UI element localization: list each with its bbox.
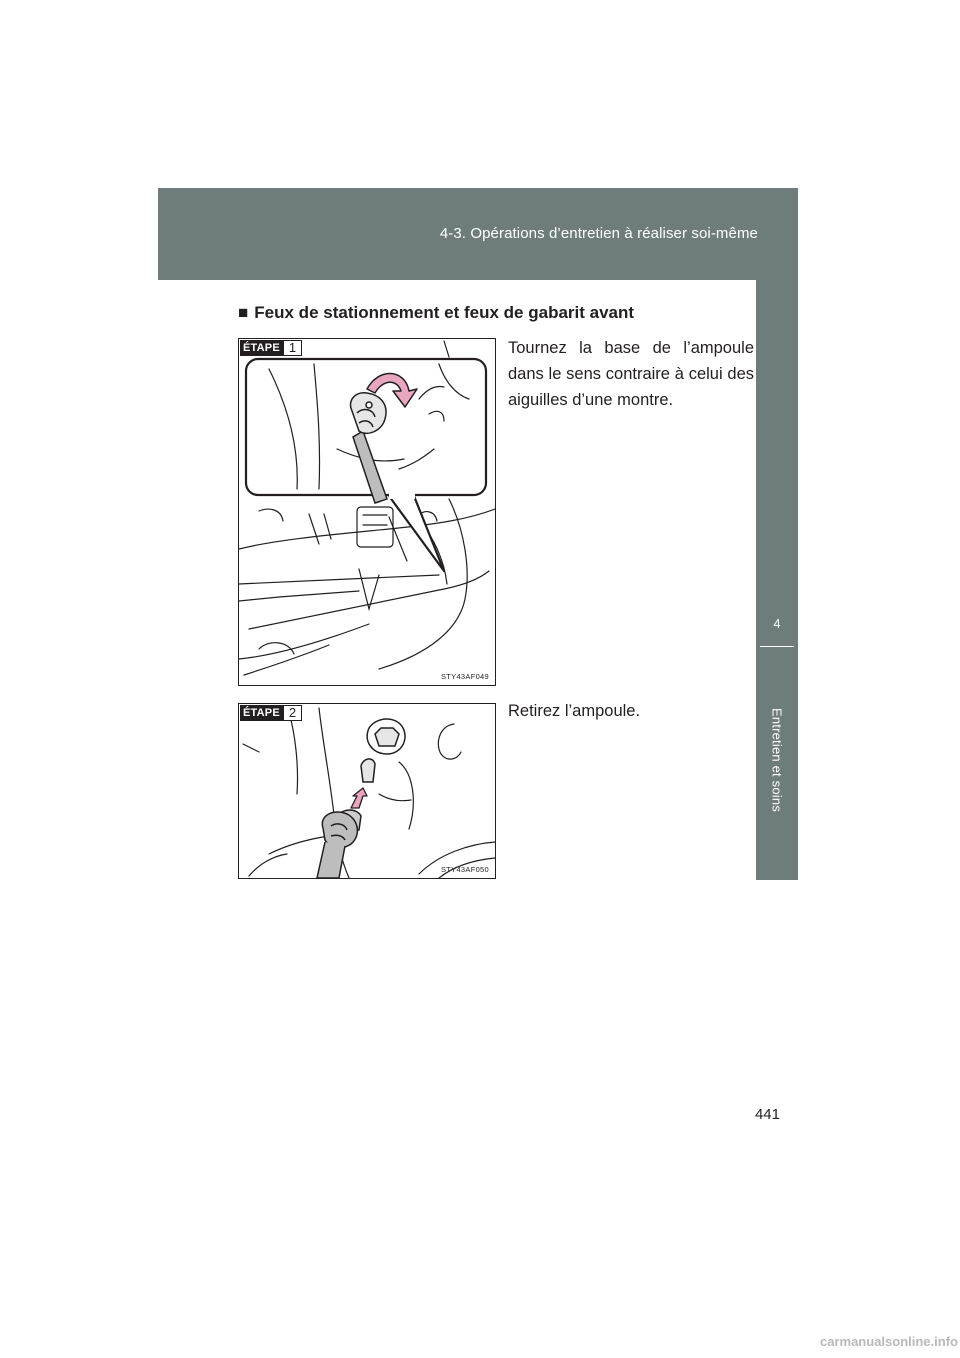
step-1-figure-code: STY43AF049 bbox=[440, 672, 489, 681]
page-number: 441 bbox=[754, 1106, 780, 1123]
watermark: carmanualsonline.info bbox=[820, 1334, 958, 1349]
step-1-badge bbox=[240, 340, 302, 356]
step-2-figure-code: STY43AF050 bbox=[440, 865, 489, 874]
step-1-illustration bbox=[238, 338, 496, 686]
step-1-badge-word: ÉTAPE bbox=[240, 340, 283, 356]
side-tab-number: 4 bbox=[773, 616, 781, 631]
section-title-text: Feux de stationnement et feux de gabarit avant bbox=[254, 303, 635, 322]
side-tab-divider bbox=[760, 646, 794, 647]
step-2-badge bbox=[240, 705, 302, 721]
chapter-header bbox=[158, 188, 798, 280]
section-title bbox=[238, 303, 634, 323]
side-tab-label: Entretien et soins bbox=[769, 707, 785, 813]
step-1-text: Tournez la base de l’ampoule dans le sens contraire à celui des aiguilles d’une montre. bbox=[508, 339, 754, 409]
header-section-title: 4-3. Opérations d’entretien à réaliser soi-même bbox=[439, 225, 758, 242]
step-2-illustration bbox=[238, 703, 496, 879]
step-2-badge-number: 2 bbox=[283, 705, 302, 721]
step-2-badge-word: ÉTAPE bbox=[240, 705, 283, 721]
section-square-icon: ■ bbox=[238, 303, 249, 322]
bulb-removal-illustration bbox=[239, 704, 495, 878]
pull-arrow-icon bbox=[351, 788, 367, 808]
bulb-base-rotate-illustration bbox=[239, 339, 495, 685]
step-2-text: Retirez l’ampoule. bbox=[508, 702, 641, 720]
step-1-badge-number: 1 bbox=[283, 340, 302, 356]
